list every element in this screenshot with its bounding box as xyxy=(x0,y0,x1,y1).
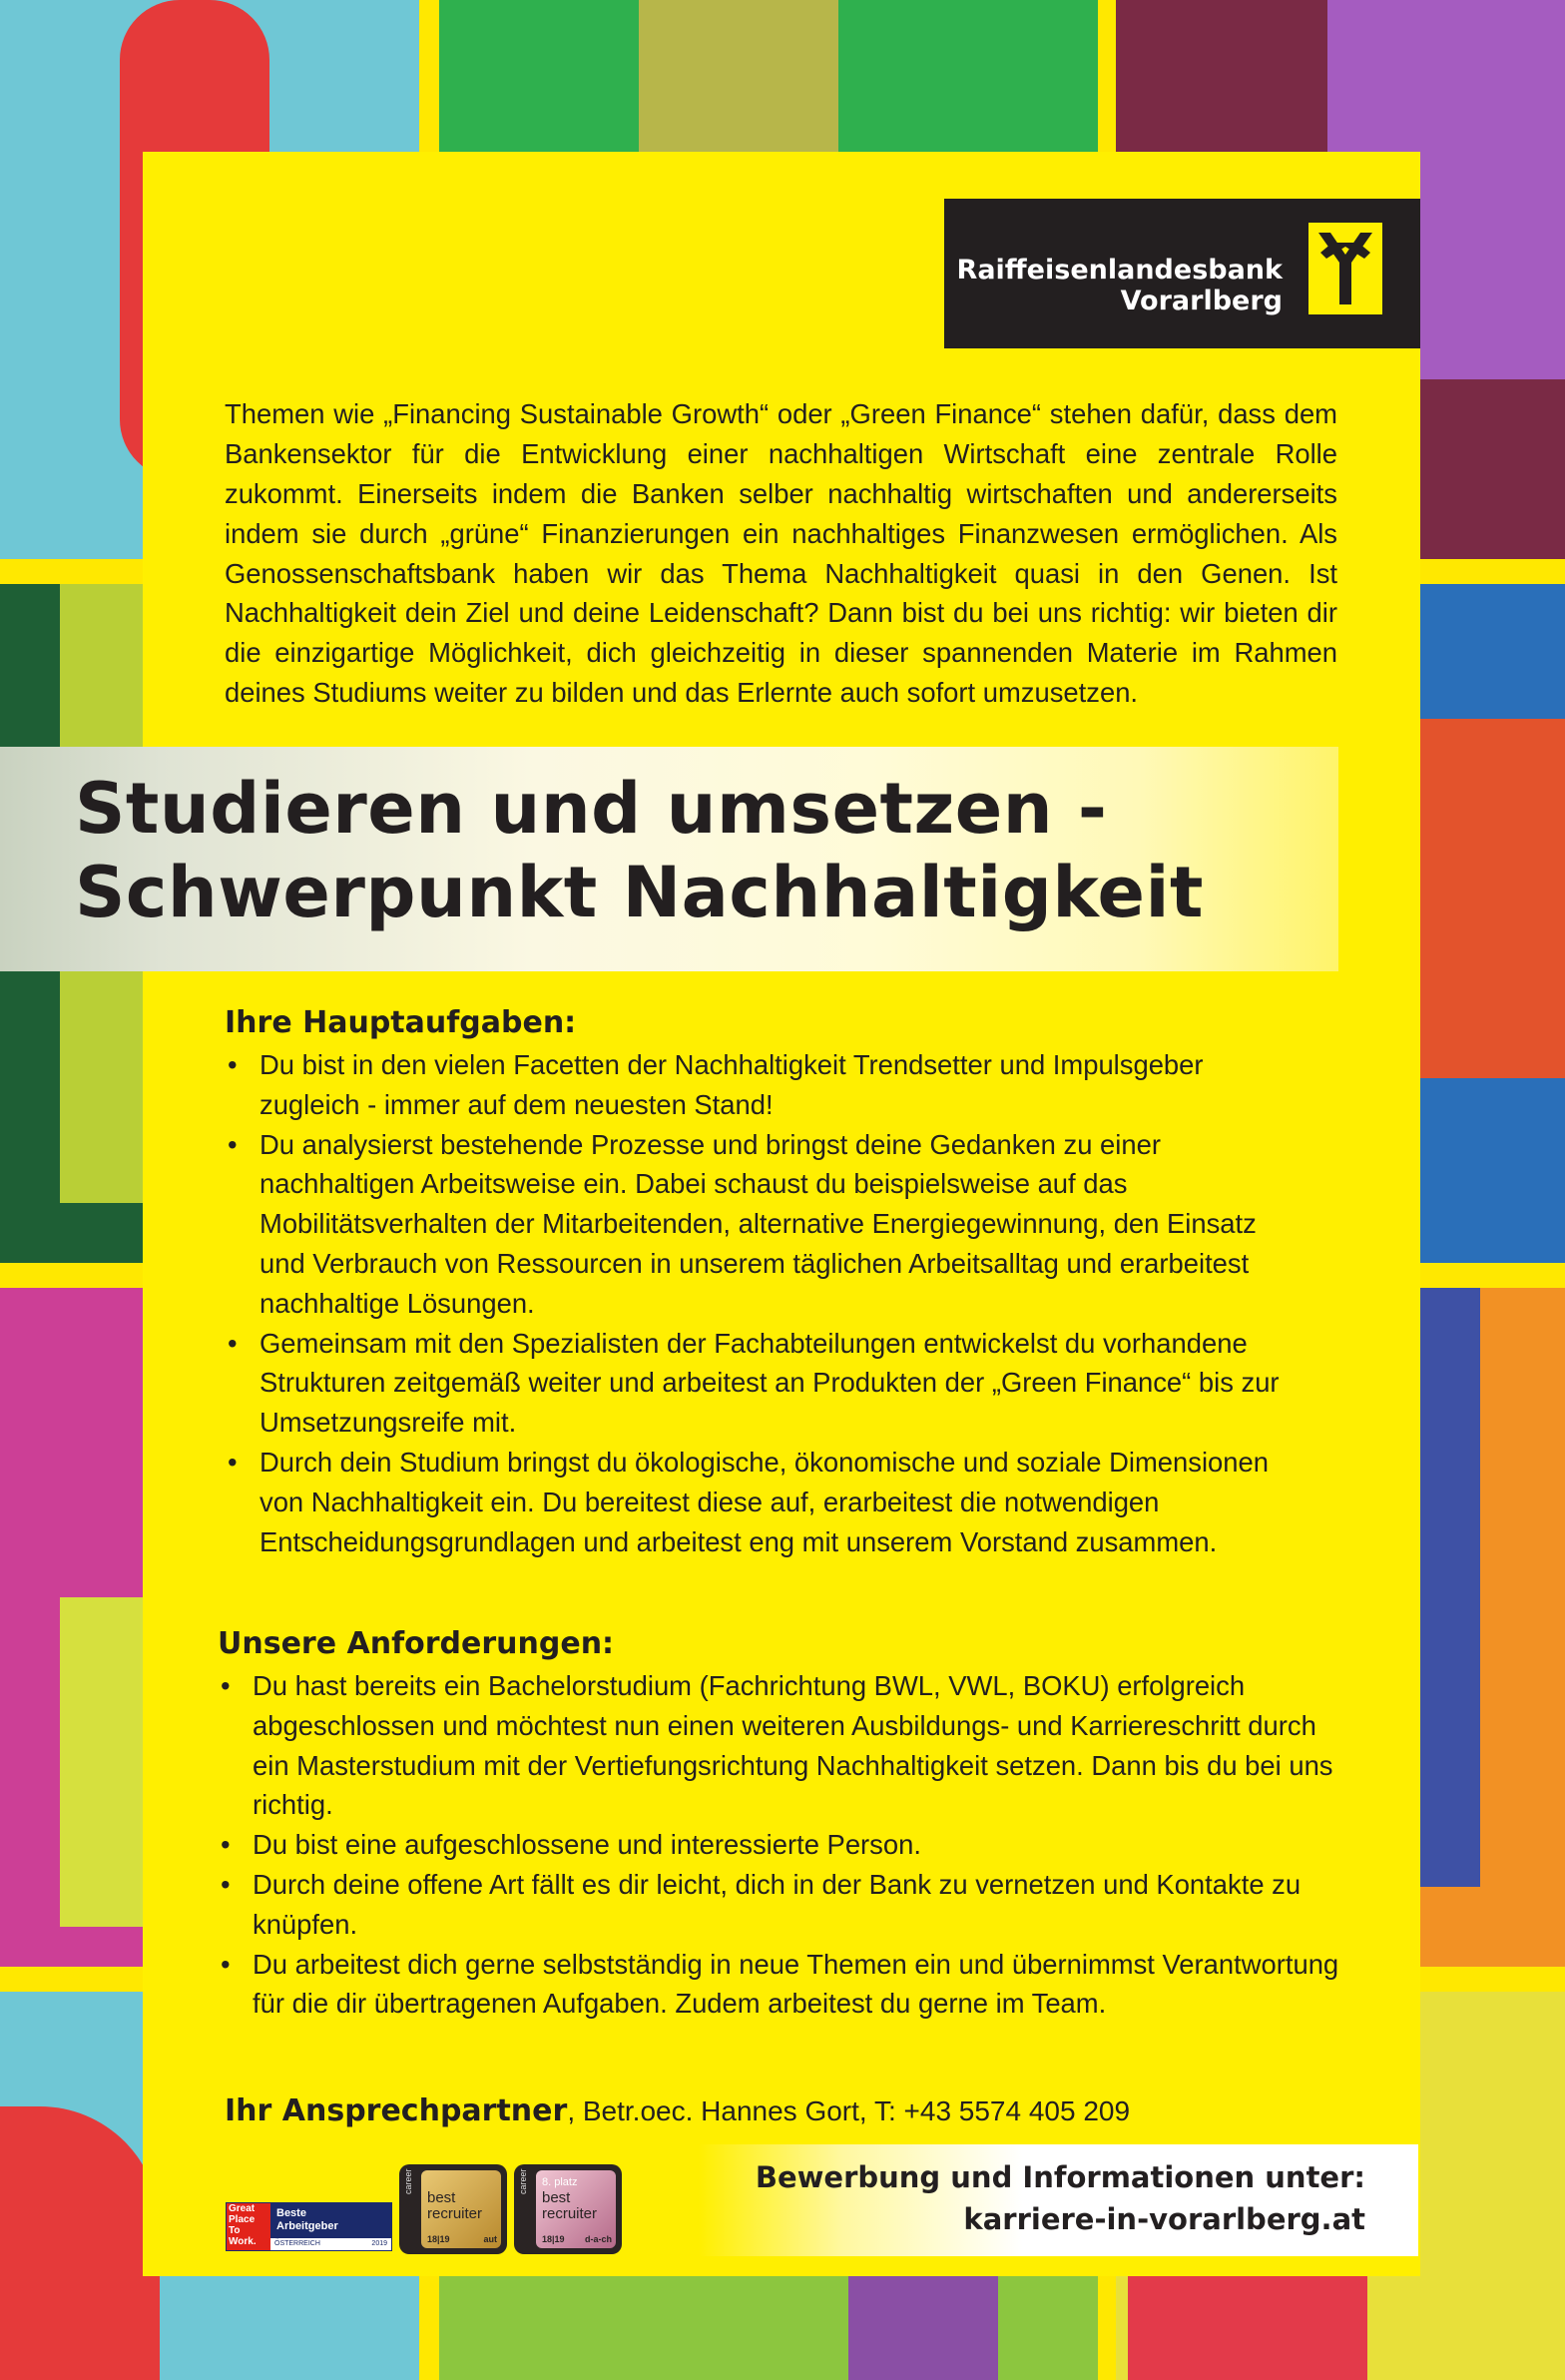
collage-tile xyxy=(1420,1288,1480,1887)
collage-tile xyxy=(639,0,838,152)
collage-tile xyxy=(60,1597,143,1927)
logo-line-1: Raiffeisenlandesbank xyxy=(956,255,1283,286)
title-line-2: Schwerpunkt Nachhaltigkeit xyxy=(75,852,1204,933)
gptw-title-line: Beste xyxy=(276,2207,306,2219)
badge-side-label: career xyxy=(518,2168,528,2194)
best-recruiter-dach-badge xyxy=(514,2164,622,2254)
bank-logo xyxy=(944,199,1420,348)
contact-line xyxy=(225,2091,1130,2131)
gptw-footer xyxy=(270,2238,391,2250)
badge-region: d-a-ch xyxy=(585,2234,612,2244)
logo-line-2: Vorarlberg xyxy=(1120,286,1283,316)
gptw-country: ÖSTERREICH xyxy=(274,2240,320,2247)
logo-wordmark xyxy=(957,255,1283,316)
badge-region: aut xyxy=(483,2234,497,2244)
gptw-title-line: Arbeitgeber xyxy=(276,2220,338,2232)
list-item: • Du bist in den vielen Facetten der Nachhaltigkeit Trendsetter und Impulsgeber zugleich - immer auf dem neuesten Stand! xyxy=(225,1045,1303,1125)
intro-paragraph: Themen wie „Financing Sustainable Growth“ oder „Green Finance“ stehen dafür, dass dem Bankensektor für die Entwicklung einer nachhaltigen Wirtschaft eine zentrale Rolle zukommt. Einerseits indem die Banken selber nachhaltig wirtschaften und andererseits indem sie durch „grüne“ Finanzierungen ein nachhaltiges Finanzwesen ermöglichen. Als Genossenschaftsbank haben wir das Thema Nachhaltigkeit quasi in den Genen. Ist Nachhaltigkeit dein Ziel und deine Leidenschaft? Dann bist du bei uns richtig: wir bieten dir die einzigartige Möglichkeit, dich gleichzeitig in dieser spannenden Materie im Rahmen deines Studiums weiter zu bilden und das Erlernte auch sofort umzusetzen. xyxy=(225,398,1337,708)
collage-tile xyxy=(439,2276,1098,2380)
gptw-line: Work. xyxy=(229,2236,257,2247)
gptw-line: Place xyxy=(229,2214,256,2225)
badge-line: best xyxy=(427,2189,456,2206)
collage-tile xyxy=(1128,2276,1367,2380)
title-line-1: Studieren und umsetzen - xyxy=(75,768,1108,850)
apply-label: Bewerbung und Informationen unter: xyxy=(755,2160,1365,2194)
badge-period: 18|19 xyxy=(542,2234,565,2244)
tasks-list xyxy=(225,1045,1303,1561)
badge-line: best xyxy=(542,2189,571,2206)
list-item: • Durch deine offene Art fällt es dir leicht, dich in der Bank zu vernetzen und Kontakte zu knüpfen. xyxy=(218,1865,1340,1945)
badge-rank: 8. platz xyxy=(542,2176,578,2188)
badge-line: recruiter xyxy=(427,2205,483,2222)
badge-face xyxy=(421,2170,501,2248)
contact-label: Ihr Ansprechpartner xyxy=(225,2093,568,2128)
apply-url[interactable]: karriere-in-vorarlberg.at xyxy=(963,2202,1365,2236)
badge-side-label: career xyxy=(403,2168,413,2194)
contact-details: , Betr.oec. Hannes Gort, T: +43 5574 405 209 xyxy=(567,2095,1131,2126)
list-item: • Du bist eine aufgeschlossene und interessierte Person. xyxy=(218,1825,1340,1865)
list-item: • Du arbeitest dich gerne selbstständig in neue Themen ein und übernimmst Verantwortung für die dir übertragenen Aufgaben. Zudem arbeitest du gerne im Team. xyxy=(218,1945,1340,2025)
collage-tile xyxy=(1420,719,1565,1078)
page-title xyxy=(75,767,1204,934)
list-item: • Du analysierst bestehende Prozesse und bringst deine Gedanken zu einer nachhaltigen Arbeitsweise ein. Dabei schaust du beispielsweise auf das Mobilitätsverhalten der Mitarbeitenden, alternative Energiegewinnung, den Einsatz und Verbrauch von Ressourcen in unserem täglichen Arbeitsalltag und erarbeitest nachhaltige Lösungen. xyxy=(225,1125,1303,1324)
requirements-list xyxy=(218,1666,1340,2024)
gptw-title xyxy=(276,2207,338,2233)
requirements-heading: Unsere Anforderungen: xyxy=(218,1626,615,1661)
list-item: • Durch dein Studium bringst du ökologische, ökonomische und soziale Dimensionen von Nachhaltigkeit ein. Du bereitest diese auf, erarbeitest die notwendigen Entscheidungsgrundlagen und arbeitest eng mit unserem Vorstand zusammen. xyxy=(225,1443,1303,1561)
great-place-to-work-badge xyxy=(226,2202,392,2251)
list-item: • Du hast bereits ein Bachelorstudium (Fachrichtung BWL, VWL, BOKU) erfolgreich abgeschlossen und möchtest nun einen weiteren Ausbildungs- und Karriereschritt durch ein Masterstudium mit der Vertiefungsrichtung Nachhaltigkeit setzen. Dann bis du bei uns richtig. xyxy=(218,1666,1340,1825)
gptw-line: Great xyxy=(229,2203,256,2214)
tasks-section xyxy=(225,1003,1303,1561)
gptw-mark xyxy=(227,2203,270,2250)
requirements-section xyxy=(218,1624,1340,2024)
gptw-line: To xyxy=(229,2225,241,2236)
collage-tile xyxy=(848,2276,998,2380)
badge-period: 18|19 xyxy=(427,2234,450,2244)
badge-line: recruiter xyxy=(542,2205,598,2222)
raiffeisen-gable-cross-icon xyxy=(1308,223,1382,314)
tasks-heading: Ihre Hauptaufgaben: xyxy=(225,1005,577,1040)
badge-face xyxy=(536,2170,616,2248)
apply-info xyxy=(756,2156,1365,2240)
list-item: • Gemeinsam mit den Spezialisten der Fachabteilungen entwickelst du vorhandene Strukturen zeitgemäß weiter und arbeitest an Produkten der „Green Finance“ bis zur Umsetzungsreife mit. xyxy=(225,1324,1303,1443)
best-recruiter-aut-badge xyxy=(399,2164,507,2254)
gptw-year: 2019 xyxy=(371,2240,387,2247)
